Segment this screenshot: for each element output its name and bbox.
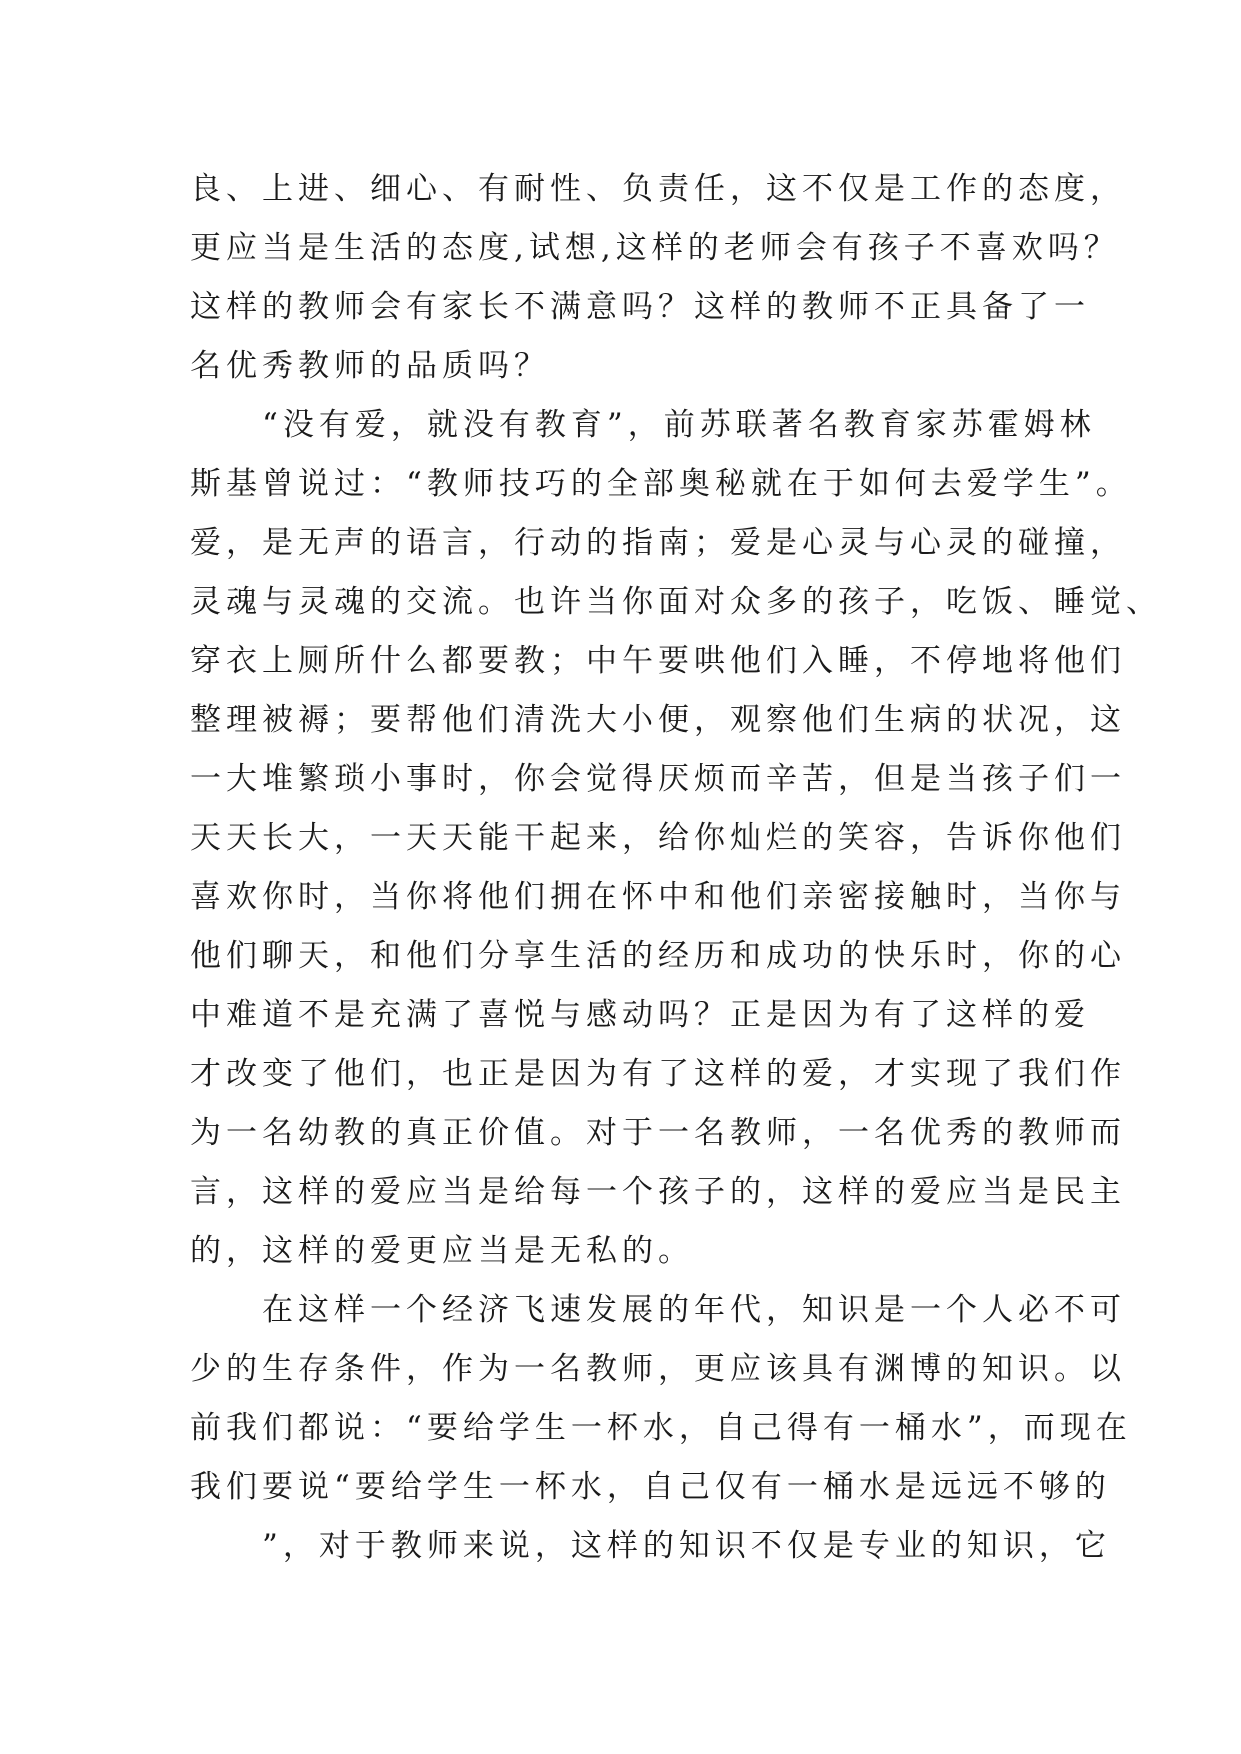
text-line: 中难道不是充满了喜悦与感动吗？正是因为有了这样的爱 xyxy=(190,997,1090,1033)
text-line: 他们聊天，和他们分享生活的经历和成功的快乐时，你的心 xyxy=(190,938,1126,974)
text-line: 喜欢你时，当你将他们拥在怀中和他们亲密接触时，当你与 xyxy=(190,879,1126,915)
text-line: “没有爱，就没有教育”，前苏联著名教育家苏霍姆林 xyxy=(190,407,1096,443)
text-line: 的，这样的爱更应当是无私的。 xyxy=(190,1233,694,1269)
text-line: 更应当是生活的态度,试想,这样的老师会有孩子不喜欢吗？ xyxy=(190,230,1120,266)
text-line: 良、上进、细心、有耐性、负责任，这不仅是工作的态度， xyxy=(190,171,1126,207)
text-line: 这样的教师会有家长不满意吗？这样的教师不正具备了一 xyxy=(190,289,1090,325)
body-text xyxy=(190,160,1162,1576)
text-line: 言，这样的爱应当是给每一个孩子的，这样的爱应当是民主 xyxy=(190,1174,1126,1210)
text-line: 少的生存条件，作为一名教师，更应该具有渊博的知识。以 xyxy=(190,1351,1126,1387)
text-line: 名优秀教师的品质吗？ xyxy=(190,348,550,384)
text-line: 斯基曾说过：“教师技巧的全部奥秘就在于如何去爱学生”。 xyxy=(190,466,1132,502)
text-line: 我们要说“要给学生一杯水，自己仅有一桶水是远远不够的 xyxy=(190,1469,1111,1505)
text-line: 整理被褥；要帮他们清洗大小便，观察他们生病的状况，这 xyxy=(190,702,1126,738)
text-line: 穿衣上厕所什么都要教；中午要哄他们入睡，不停地将他们 xyxy=(190,643,1126,679)
text-line: ”，对于教师来说，这样的知识不仅是专业的知识，它 xyxy=(190,1528,1111,1564)
text-line: 为一名幼教的真正价值。对于一名教师，一名优秀的教师而 xyxy=(190,1115,1126,1151)
text-line: 前我们都说：“要给学生一杯水，自己得有一桶水”，而现在 xyxy=(190,1410,1132,1446)
text-line: 一大堆繁琐小事时，你会觉得厌烦而辛苦，但是当孩子们一 xyxy=(190,761,1126,797)
text-line: 才改变了他们，也正是因为有了这样的爱，才实现了我们作 xyxy=(190,1056,1126,1092)
text-line: 爱，是无声的语言，行动的指南；爱是心灵与心灵的碰撞， xyxy=(190,525,1126,561)
text-line: 天天长大，一天天能干起来，给你灿烂的笑容，告诉你他们 xyxy=(190,820,1126,856)
text-line: 在这样一个经济飞速发展的年代，知识是一个人必不可 xyxy=(190,1292,1126,1328)
text-line: 灵魂与灵魂的交流。也许当你面对众多的孩子，吃饭、睡觉、 xyxy=(190,584,1162,620)
